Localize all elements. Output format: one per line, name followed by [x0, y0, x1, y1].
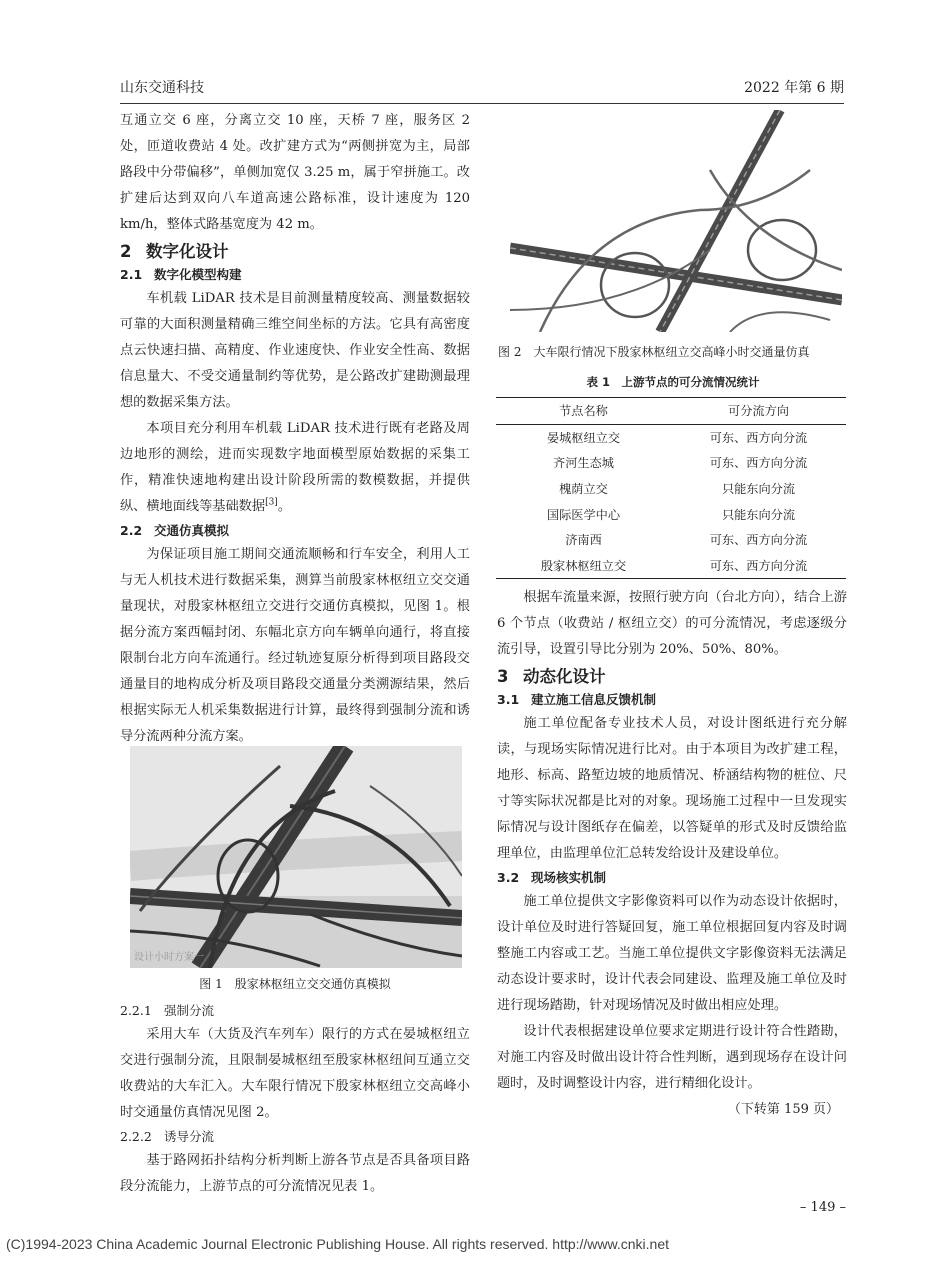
paragraph-guidance-ratio: 根据车流量来源，按照行驶方向（台北方向），结合上游 6 个节点（收费站 / 枢纽立交）的可分流情况，考虑逐级分流引导，设置引导比分别为 20%、50%、80%。 — [497, 590, 847, 657]
intro-paragraph: 互通立交 6 座，分离立交 10 座，天桥 7 座，服务区 2 处，匝道收费站 4 处。改扩建方式为“两侧拼宽为主，局部路段中分带偏移”，单侧加宽仅 3.25 m，属于窄拼施工。改扩建后达到双向八车道高速公路标准，设计速度为 120 km/h，整体式路基宽度为 42 m。 — [120, 113, 470, 232]
section-2-1-heading — [120, 264, 470, 286]
paragraph-guided-diversion: 基于路网拓扑结构分析判断上游各节点是否具备项目路段分流能力，上游节点的可分流情况见表 1。 — [120, 1153, 470, 1194]
paragraph-design-representative: 设计代表根据建设单位要求定期进行设计符合性踏勘，对施工内容及时做出设计符合性判断，遇到现场存在设计问题时，及时调整设计内容，进行精细化设计。 — [497, 1024, 847, 1091]
table-cell-node: 齐河生态城 — [553, 456, 614, 471]
table-row — [496, 424, 846, 450]
table-cell-direction: 可东、西方向分流 — [709, 430, 808, 445]
table-cell-direction: 可东、西方向分流 — [709, 533, 808, 548]
table-cell-direction: 可东、西方向分流 — [709, 558, 808, 573]
table-cell-node: 晏城枢纽立交 — [546, 430, 621, 445]
table-cell-node: 殷家林枢纽立交 — [540, 558, 627, 573]
figure-watermark: 设计小时方案一 — [134, 952, 204, 963]
figure-1-caption: 图 1 殷家林枢纽立交交通仿真模拟 — [199, 977, 391, 991]
paragraph-lidar: 车机载 LiDAR 技术是目前测量精度较高、测量数据较可靠的大面积测量精确三维空间坐标的方法。它具有高密度点云快速扫描、高精度、作业速度快、作业安全性高、数据信息量大、不受交通量制约等优势，是公路改扩建勘测最理想的数据采集方法。 — [120, 291, 470, 410]
table-header-row — [496, 398, 846, 425]
subsubsection-title: 诱导分流 — [164, 1129, 215, 1144]
table-1-title: 表 1 上游节点的可分流情况统计 — [586, 375, 760, 389]
table-cell-direction: 只能东向分流 — [721, 507, 796, 522]
section-number: 3 — [497, 667, 509, 686]
paragraph-feedback-mechanism: 施工单位配备专业技术人员，对设计图纸进行充分解读，与现场实际情况进行比对。由于本项目为改扩建工程，地形、标高、路堑边坡的地质情况、桥涵结构物的桩位、尺寸等实际状况都是比对的对象。现场施工过程中一旦发现实际情况与设计图纸存在偏差，以答疑单的形式及时反馈给监理单位，由监理单位汇总转发给设计及建设单位。 — [497, 716, 847, 861]
table-cell-direction: 可东、西方向分流 — [709, 456, 808, 471]
table-row — [496, 553, 846, 579]
section-title: 动态化设计 — [523, 667, 606, 686]
table-cell-direction: 只能东向分流 — [721, 482, 796, 497]
paragraph-survey-text: 本项目充分利用车机载 LiDAR 技术进行既有老路及周边地形的测绘，进而实现数字地面模型原始数据的采集工作，精准快速地构建出设计阶段所需的数模数据，并提供纵、横地面线等基础数据 — [120, 421, 470, 514]
table-row — [496, 527, 846, 553]
section-2-2-1-heading — [120, 1000, 470, 1022]
left-column-top — [120, 108, 470, 750]
table-cell-node: 国际医学中心 — [546, 507, 621, 522]
table-row — [496, 450, 846, 476]
section-2-2-2-heading — [120, 1126, 470, 1148]
issue-label: 2022 年第 6 期 — [744, 80, 844, 96]
paragraph-survey — [120, 416, 470, 520]
subsection-title: 交通仿真模拟 — [154, 523, 230, 538]
subsubsection-title: 强制分流 — [164, 1003, 215, 1018]
paragraph-simulation: 为保证项目施工期间交通流顺畅和行车安全，利用人工与无人机技术进行数据采集，测算当前殷家林枢纽立交交通量现状，对殷家林枢纽立交进行交通仿真模拟，见图 1。根据分流方案西幅封闭、东幅北京方向车辆单向通行，将直接限制台北方向车流通行。经过轨迹复原分析得到项目路段交通量目的地构成分析及项目路段交通量分类溯源结果，然后根据实际无人机采集数据进行计算，最终得到强制分流和诱导分流两种分流方案。 — [120, 547, 470, 744]
subsubsection-number: 2.2.1 — [120, 1003, 152, 1018]
citation-ref[interactable]: [3] — [265, 497, 278, 508]
section-2-2-heading — [120, 520, 470, 542]
table-row — [496, 476, 846, 502]
section-2-heading — [120, 240, 470, 264]
section-number: 2 — [120, 242, 132, 261]
interchange-simulation-graphic — [130, 746, 462, 968]
paragraph-survey-end: 。 — [277, 499, 291, 514]
subsection-title: 建立施工信息反馈机制 — [531, 692, 657, 707]
subsubsection-number: 2.2.2 — [120, 1129, 152, 1144]
section-title: 数字化设计 — [146, 242, 229, 261]
header-rule — [120, 103, 844, 104]
subsection-number: 2.1 — [120, 267, 143, 282]
table-header-direction: 可分流方向 — [728, 404, 789, 419]
figure-2-image — [510, 110, 842, 332]
table-header-node: 节点名称 — [559, 404, 608, 419]
section-3-1-heading — [497, 689, 847, 711]
subsection-number: 2.2 — [120, 523, 143, 538]
subsection-title: 数字化模型构建 — [154, 267, 242, 282]
interchange-truck-restriction-graphic — [510, 110, 842, 332]
paragraph-site-verification: 施工单位提供文字影像资料可以作为动态设计依据时，设计单位及时进行答疑回复，施工单位根据回复内容及时调整施工内容或工艺。当施工单位提供文字影像资料无法满足动态设计要求时，设计代表会同建设、监理及施工单位及时进行现场踏勘，针对现场情况及时做出相应处理。 — [497, 894, 847, 1013]
table-1 — [496, 397, 846, 579]
subsection-number: 3.1 — [497, 692, 520, 707]
copyright-footer: (C)1994-2023 China Academic Journal Electronic Publishing House. All rights reserved. http://www.cnki.net — [6, 1236, 669, 1252]
paragraph-forced-diversion: 采用大车（大货及汽车列车）限行的方式在晏城枢纽立交进行强制分流，且限制晏城枢纽至殷家林枢纽间互通立交收费站的大车汇入。大车限行情况下殷家林枢纽立交高峰小时交通量仿真情况见图 2。 — [120, 1027, 470, 1120]
subsection-title: 现场核实机制 — [531, 870, 607, 885]
table-row — [496, 501, 846, 527]
left-column-bottom — [120, 1000, 470, 1200]
table-cell-node: 济南西 — [565, 533, 602, 548]
journal-name: 山东交通科技 — [120, 80, 204, 96]
continued-note: （下转第 159 页） — [727, 1102, 839, 1117]
page-number: – 149 – — [799, 1200, 846, 1215]
figure-1-image — [130, 746, 462, 968]
section-3-2-heading — [497, 867, 847, 889]
section-3-heading — [497, 665, 847, 689]
table-cell-node: 槐荫立交 — [559, 482, 608, 497]
subsection-number: 3.2 — [497, 870, 520, 885]
figure-2-caption: 图 2 大车限行情况下殷家林枢纽立交高峰小时交通量仿真 — [498, 345, 810, 359]
right-column — [497, 585, 847, 1123]
